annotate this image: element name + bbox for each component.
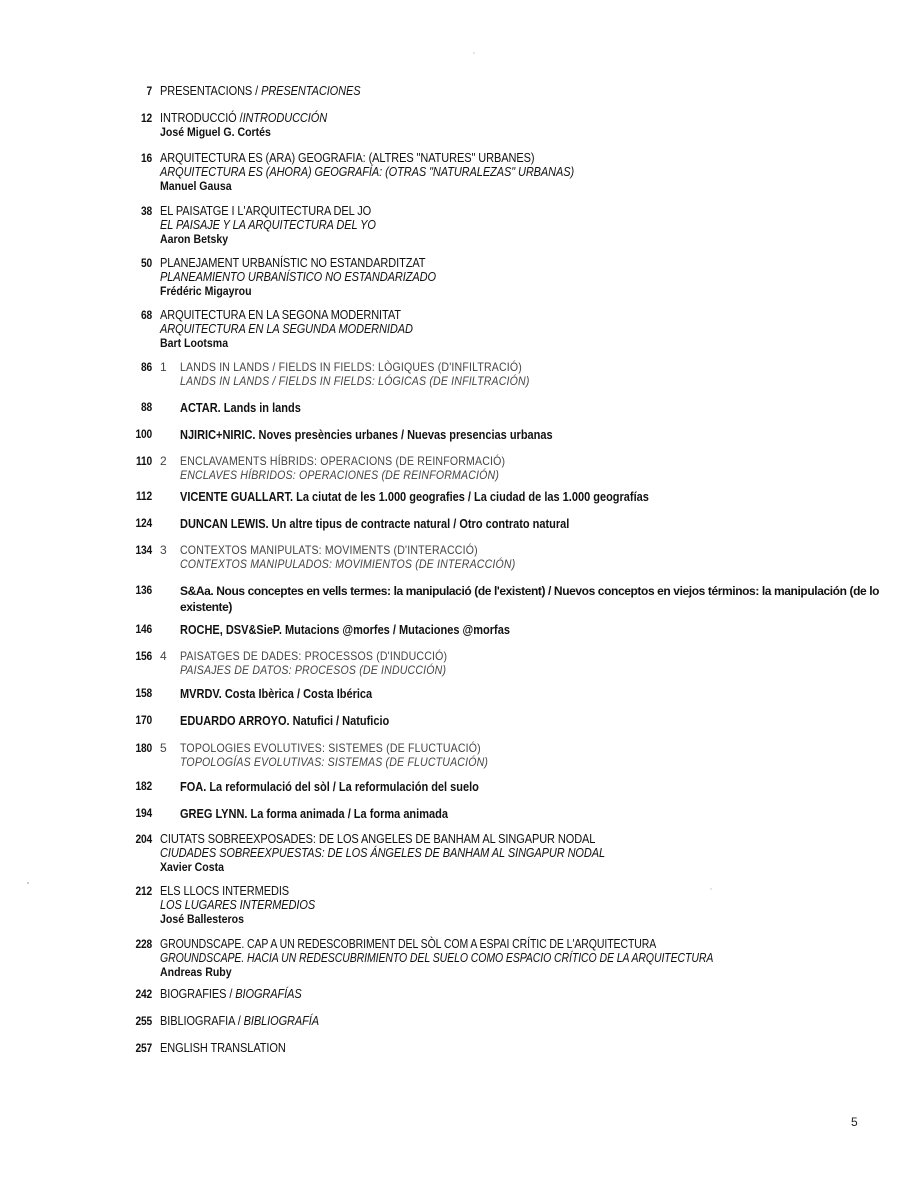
project-title: Nous conceptes en vells termes: la manipulació (de l'existent) / Nuevos conceptos en viejos términos: la manipulación (de lo existente) — [180, 584, 880, 614]
entry-page-number: 136 — [135, 583, 152, 597]
page-number: 5 — [851, 1115, 858, 1129]
entry-page-number: 12 — [140, 111, 152, 125]
entry-title-catalan: INTRODUCCIÓ / — [160, 111, 243, 125]
entry-author: Andreas Ruby — [160, 965, 232, 979]
entry-title-catalan: BIOGRAFIES / — [160, 987, 236, 1001]
entry-page-number: 88 — [140, 400, 152, 414]
project-author: EDUARDO ARROYO. — [180, 714, 290, 728]
project-title: Costa Ibèrica / Costa Ibérica — [221, 687, 373, 701]
entry-page-number: 146 — [135, 622, 152, 636]
entry-title-catalan: BIBLIOGRAFIA / — [160, 1014, 244, 1028]
entry-title-catalan: ARQUITECTURA ES (ARA) GEOGRAFIA: (ALTRES "NATURES" URBANES) — [160, 151, 535, 165]
entry-page-number: 228 — [135, 937, 152, 951]
project-title: La forma animada / La forma animada — [247, 807, 448, 821]
entry-title-spanish: CIUDADES SOBREEXPUESTAS: DE LOS ÁNGELES DE BANHAM AL SINGAPUR NODAL — [160, 846, 606, 860]
entry-title-catalan: PLANEJAMENT URBANÍSTIC NO ESTANDARDITZAT — [160, 256, 426, 270]
section-title-catalan: TOPOLOGIES EVOLUTIVES: SISTEMES (DE FLUCTUACIÓ) — [180, 741, 481, 755]
entry-page-number: 100 — [135, 427, 152, 441]
entry-author: Manuel Gausa — [160, 179, 232, 193]
section-title-spanish: CONTEXTOS MANIPULADOS: MOVIMIENTOS (DE INTERACCIÓN) — [180, 557, 516, 571]
entry-page-number: 194 — [135, 806, 152, 820]
entry-page-number: 68 — [140, 308, 152, 322]
section-title-spanish: PAISAJES DE DATOS: PROCESOS (DE INDUCCIÓN) — [180, 663, 447, 677]
entry-title-spanish: BIOGRAFÍAS — [235, 987, 302, 1001]
section-title-spanish: TOPOLOGÍAS EVOLUTIVAS: SISTEMAS (DE FLUCTUACIÓN) — [180, 755, 489, 769]
project-title: La reformulació del sòl / La reformulación del suelo — [206, 780, 479, 794]
entry-title-spanish: GROUNDSCAPE. HACIA UN REDESCUBRIMIENTO DEL SUELO COMO ESPACIO CRÍTICO DE LA ARQUITECTURA — [160, 951, 714, 965]
project-author: ROCHE, DSV&SieP. — [180, 623, 282, 637]
entry-page-number: 170 — [135, 713, 152, 727]
section-title-catalan: LANDS IN LANDS / FIELDS IN FIELDS: LÒGIQUES (D'INFILTRACIÓ) — [180, 360, 522, 374]
entry-author: Xavier Costa — [160, 860, 224, 874]
project-author: NJIRIC+NIRIC. — [180, 428, 256, 442]
entry-title-spanish: LOS LUGARES INTERMEDIOS — [160, 898, 316, 912]
project-author: MVRDV. — [180, 687, 222, 701]
entry-page-number: 50 — [140, 256, 152, 270]
entry-page-number: 158 — [135, 686, 152, 700]
entry-page-number: 110 — [136, 454, 152, 468]
project-author: GREG LYNN. — [180, 807, 248, 821]
entry-page-number: 212 — [135, 884, 152, 898]
entry-page-number: 182 — [135, 779, 152, 793]
entry-author: Bart Lootsma — [160, 336, 229, 350]
entry-title-spanish: ARQUITECTURA ES (AHORA) GEOGRAFÍA: (OTRAS "NATURALEZAS" URBANAS) — [160, 165, 575, 179]
entry-title-spanish: BIBLIOGRAFÍA — [243, 1014, 320, 1028]
entry-title-spanish: PLANEAMIENTO URBANÍSTICO NO ESTANDARIZADO — [160, 270, 436, 284]
entry-title-spanish: PRESENTACIONES — [261, 84, 361, 98]
entry-page-number: 112 — [136, 489, 152, 503]
entry-page-number: 204 — [135, 832, 152, 846]
section-title-catalan: ENCLAVAMENTS HÍBRIDS: OPERACIONS (DE REINFORMACIÓ) — [180, 454, 506, 468]
entry-page-number: 156 — [135, 649, 152, 663]
entry-page-number: 255 — [135, 1014, 152, 1028]
project-author: ACTAR. — [180, 401, 221, 415]
entry-title-catalan: ARQUITECTURA EN LA SEGONA MODERNITAT — [160, 308, 401, 322]
entry-page-number: 134 — [135, 543, 152, 557]
project-author: FOA. — [180, 780, 207, 794]
entry-page-number: 16 — [140, 151, 152, 165]
section-number: 3 — [160, 543, 167, 557]
project-title: Noves presències urbanes / Nuevas presencias urbanas — [255, 428, 553, 442]
project-title: Un altre tipus de contracte natural / Otro contrato natural — [268, 517, 570, 531]
entry-page-number: 86 — [140, 360, 152, 374]
entry-author: José Miguel G. Cortés — [160, 125, 271, 139]
project-title: Natufici / Natuficio — [289, 714, 390, 728]
entry-page-number: 124 — [135, 516, 152, 530]
project-title: Mutacions @morfes / Mutaciones @morfas — [281, 623, 510, 637]
section-number: 5 — [160, 741, 167, 755]
scan-speck — [710, 888, 712, 890]
entry-page-number: 242 — [135, 987, 152, 1001]
entry-title-catalan: EL PAISATGE I L'ARQUITECTURA DEL JO — [160, 204, 372, 218]
entry-author: Aaron Betsky — [160, 232, 229, 246]
section-title-catalan: CONTEXTOS MANIPULATS: MOVIMENTS (D'INTERACCIÓ) — [180, 543, 478, 557]
entry-title-catalan: CIUTATS SOBREEXPOSADES: DE LOS ANGELES DE BANHAM AL SINGAPUR NODAL — [160, 832, 596, 846]
entry-page-number: 180 — [135, 741, 152, 755]
project-title: Lands in lands — [220, 401, 301, 415]
entry-author: Frédéric Migayrou — [160, 284, 252, 298]
section-title-spanish: ENCLAVES HÍBRIDOS: OPERACIONES (DE REINFORMACIÓN) — [180, 468, 500, 482]
section-title-catalan: PAISATGES DE DADES: PROCESSOS (D'INDUCCIÓ) — [180, 649, 448, 663]
entry-title-spanish: ARQUITECTURA EN LA SEGUNDA MODERNIDAD — [160, 322, 413, 336]
entry-title-catalan: ENGLISH TRANSLATION — [160, 1041, 286, 1055]
project-author: DUNCAN LEWIS. — [180, 517, 269, 531]
entry-title-catalan: PRESENTACIONS / — [160, 84, 262, 98]
project-author: VICENTE GUALLART. — [180, 490, 294, 504]
entry-author: José Ballesteros — [160, 912, 244, 926]
section-number: 4 — [160, 649, 167, 663]
scan-speck — [27, 882, 29, 884]
entry-page-number: 7 — [146, 84, 152, 98]
section-number: 1 — [160, 360, 167, 374]
scan-speck — [473, 52, 475, 54]
project-title: La ciutat de les 1.000 geografies / La ciudad de las 1.000 geografías — [293, 490, 649, 504]
section-title-spanish: LANDS IN LANDS / FIELDS IN FIELDS: LÓGICAS (DE INFILTRACIÓN) — [180, 374, 530, 388]
entry-page-number: 38 — [140, 204, 152, 218]
entry-title-catalan: ELS LLOCS INTERMEDIS — [160, 884, 290, 898]
entry-page-number: 257 — [135, 1041, 152, 1055]
entry-title-catalan: GROUNDSCAPE. CAP A UN REDESCOBRIMENT DEL SÒL COM A ESPAI CRÍTIC DE L'ARQUITECTURA — [160, 937, 657, 951]
entry-title-spanish: EL PAISAJE Y LA ARQUITECTURA DEL YO — [160, 218, 376, 232]
entry-title-spanish: INTRODUCCIÓN — [242, 111, 328, 125]
project-author: S&Aa. — [180, 584, 214, 598]
section-number: 2 — [160, 454, 167, 468]
